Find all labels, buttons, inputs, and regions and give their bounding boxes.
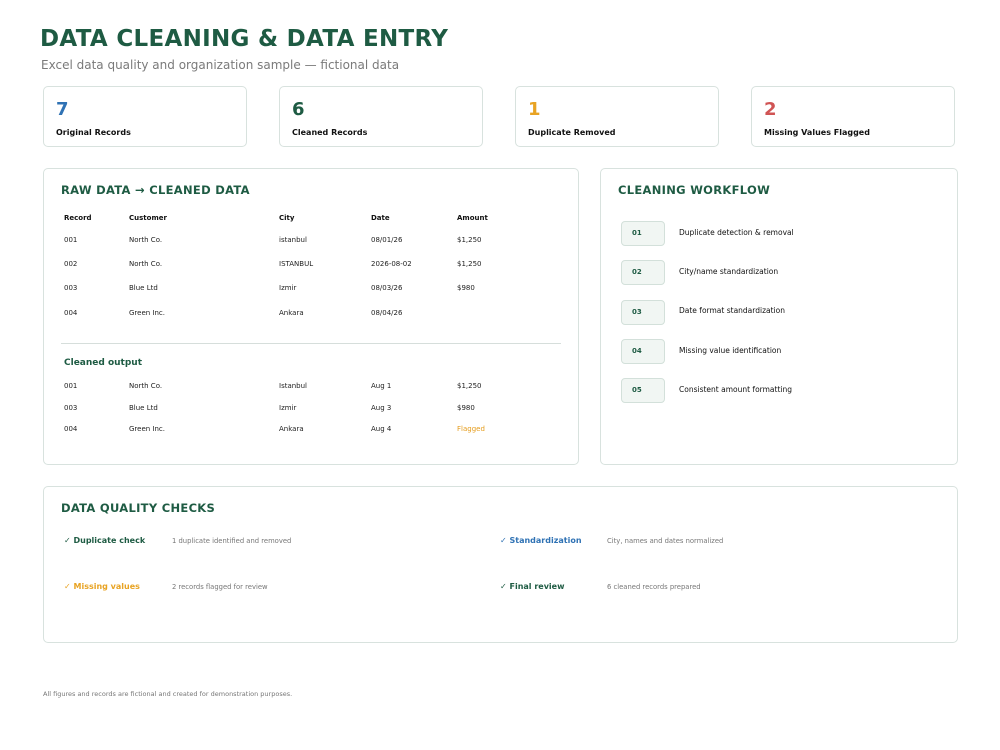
stat-card-missing xyxy=(751,86,955,147)
table-cell: 08/03/26 xyxy=(371,284,403,292)
cleaned-output-title: Cleaned output xyxy=(64,358,142,368)
workflow-step-label: Duplicate detection & removal xyxy=(679,228,794,237)
column-header-date: Date xyxy=(371,214,390,222)
table-cell: North Co. xyxy=(129,236,163,244)
table-cell: 001 xyxy=(64,382,78,390)
check-missing-desc: 2 records flagged for review xyxy=(172,583,268,591)
column-header-record: Record xyxy=(64,214,92,222)
workflow-step-label: City/name standardization xyxy=(679,267,779,276)
footnote: All figures and records are fictional and created for demonstration purposes. xyxy=(43,690,293,698)
stat-label: Duplicate Removed xyxy=(528,128,616,137)
table-cell: Aug 4 xyxy=(371,425,392,433)
stat-label: Original Records xyxy=(56,128,131,137)
stat-card-duplicates xyxy=(515,86,719,147)
check-standardization-desc: City, names and dates normalized xyxy=(607,537,724,545)
check-standardization-title: ✓ Standardization xyxy=(500,536,582,545)
check-final-review-title: ✓ Final review xyxy=(500,582,565,591)
table-cell: 003 xyxy=(64,284,78,292)
stat-label: Missing Values Flagged xyxy=(764,128,870,137)
column-header-amount: Amount xyxy=(457,214,488,222)
column-header-customer: Customer xyxy=(129,214,167,222)
stat-value: 6 xyxy=(292,99,305,120)
check-final-review-desc: 6 cleaned records prepared xyxy=(607,583,701,591)
table-cell: North Co. xyxy=(129,382,163,390)
page-subtitle: Excel data quality and organization sample — fictional data xyxy=(41,58,400,72)
table-cell: ISTANBUL xyxy=(279,260,314,268)
check-missing-title: ✓ Missing values xyxy=(64,582,140,591)
table-cell: Ankara xyxy=(279,425,304,433)
workflow-step-number: 03 xyxy=(621,300,665,325)
stat-value: 2 xyxy=(764,99,777,120)
table-cell: $1,250 xyxy=(457,382,482,390)
table-cell: $1,250 xyxy=(457,236,482,244)
table-cell: 001 xyxy=(64,236,78,244)
workflow-step-label: Missing value identification xyxy=(679,346,782,355)
workflow-panel-title: CLEANING WORKFLOW xyxy=(618,183,771,197)
table-cell: 002 xyxy=(64,260,78,268)
table-cell: Blue Ltd xyxy=(129,284,158,292)
table-divider xyxy=(61,343,561,344)
table-cell: $980 xyxy=(457,284,475,292)
table-cell: Green Inc. xyxy=(129,309,165,317)
table-cell: $980 xyxy=(457,404,475,412)
column-header-city: City xyxy=(279,214,295,222)
table-cell: Aug 3 xyxy=(371,404,392,412)
workflow-step-label: Consistent amount formatting xyxy=(679,385,792,394)
stat-card-original xyxy=(43,86,247,147)
table-cell: 004 xyxy=(64,309,78,317)
workflow-step-label: Date format standardization xyxy=(679,306,785,315)
quality-checks-title: DATA QUALITY CHECKS xyxy=(61,501,216,515)
raw-data-panel xyxy=(43,168,579,465)
stat-card-cleaned xyxy=(279,86,483,147)
stat-value: 1 xyxy=(528,99,541,120)
table-cell: Izmir xyxy=(279,284,297,292)
table-cell: 08/04/26 xyxy=(371,309,403,317)
table-cell: Aug 1 xyxy=(371,382,392,390)
raw-data-panel-title: RAW DATA → CLEANED DATA xyxy=(61,183,250,197)
table-cell: 2026-08-02 xyxy=(371,260,412,268)
table-cell: 003 xyxy=(64,404,78,412)
table-cell: 004 xyxy=(64,425,78,433)
workflow-step-number: 02 xyxy=(621,260,665,285)
table-cell: Blue Ltd xyxy=(129,404,158,412)
stat-value: 7 xyxy=(56,99,69,120)
check-duplicate-title: ✓ Duplicate check xyxy=(64,536,146,545)
workflow-step-number: 05 xyxy=(621,378,665,403)
workflow-step-number: 04 xyxy=(621,339,665,364)
table-cell: $1,250 xyxy=(457,260,482,268)
table-cell: Green Inc. xyxy=(129,425,165,433)
workflow-step-number: 01 xyxy=(621,221,665,246)
table-cell: North Co. xyxy=(129,260,163,268)
table-cell: Ankara xyxy=(279,309,304,317)
flagged-badge: Flagged xyxy=(457,425,485,433)
check-duplicate-desc: 1 duplicate identified and removed xyxy=(172,537,292,545)
table-cell: istanbul xyxy=(279,236,307,244)
stat-label: Cleaned Records xyxy=(292,128,368,137)
table-cell: Istanbul xyxy=(279,382,308,390)
table-cell: Izmir xyxy=(279,404,297,412)
page-title: DATA CLEANING & DATA ENTRY xyxy=(40,26,449,52)
table-cell: 08/01/26 xyxy=(371,236,403,244)
